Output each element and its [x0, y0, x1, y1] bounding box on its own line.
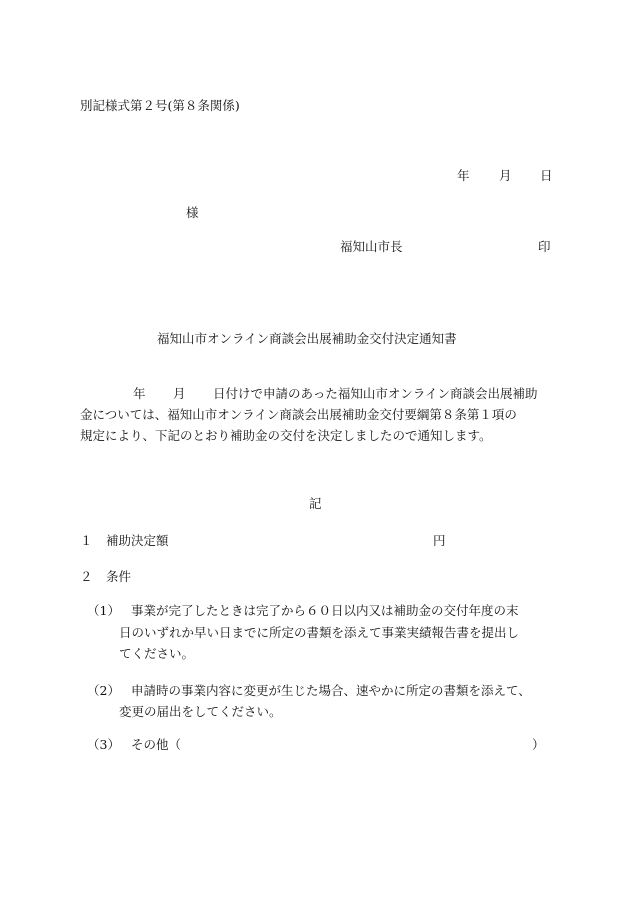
- condition-1-line-3: てください。: [119, 646, 195, 661]
- date-month: 月: [499, 168, 512, 183]
- item1-label: 補助決定額: [106, 533, 169, 548]
- condition-1-line-1: 事業が完了したときは完了から６０日以内又は補助金の交付年度の末: [131, 603, 519, 618]
- item2-label: 条件: [106, 569, 132, 584]
- condition-3-number: （3）: [87, 737, 120, 752]
- form-label: 別記様式第２号(第８条関係): [80, 98, 240, 113]
- condition-2-line-1: 申請時の事業内容に変更が生じた場合、速やかに所定の書類を添えて、: [131, 683, 531, 698]
- ki-marker: 記: [309, 496, 322, 511]
- addressee-suffix: 様: [186, 205, 199, 220]
- issuer-name: 福知山市長: [340, 239, 403, 254]
- condition-3-close: ）: [532, 737, 545, 752]
- item1-number: １: [80, 533, 93, 548]
- item1-unit: 円: [433, 533, 446, 548]
- condition-1-number: （1）: [87, 603, 120, 618]
- date-year: 年: [457, 168, 470, 183]
- body-line-2: 金については、福知山市オンライン商談会出展補助金交付要綱第８条第１項の: [80, 407, 517, 422]
- document-title: 福知山市オンライン商談会出展補助金交付決定通知書: [157, 331, 457, 346]
- condition-1-line-2: 日のいずれか早い日までに所定の書類を添えて事業実績報告書を提出し: [119, 625, 520, 640]
- body-line-3: 規定により、下記のとおり補助金の交付を決定しましたので通知します。: [80, 428, 492, 443]
- date-day: 日: [540, 168, 553, 183]
- body-line-1: 日付けで申請のあった福知山市オンライン商談会出展補助: [213, 386, 538, 401]
- body-year: 年: [133, 386, 146, 401]
- body-month: 月: [173, 386, 186, 401]
- condition-2-number: （2）: [87, 683, 120, 698]
- item2-number: ２: [80, 569, 93, 584]
- condition-2-line-2: 変更の届出をしてください。: [119, 704, 282, 719]
- condition-3-line-1: その他（: [131, 737, 182, 752]
- issuer-seal: 印: [538, 239, 551, 254]
